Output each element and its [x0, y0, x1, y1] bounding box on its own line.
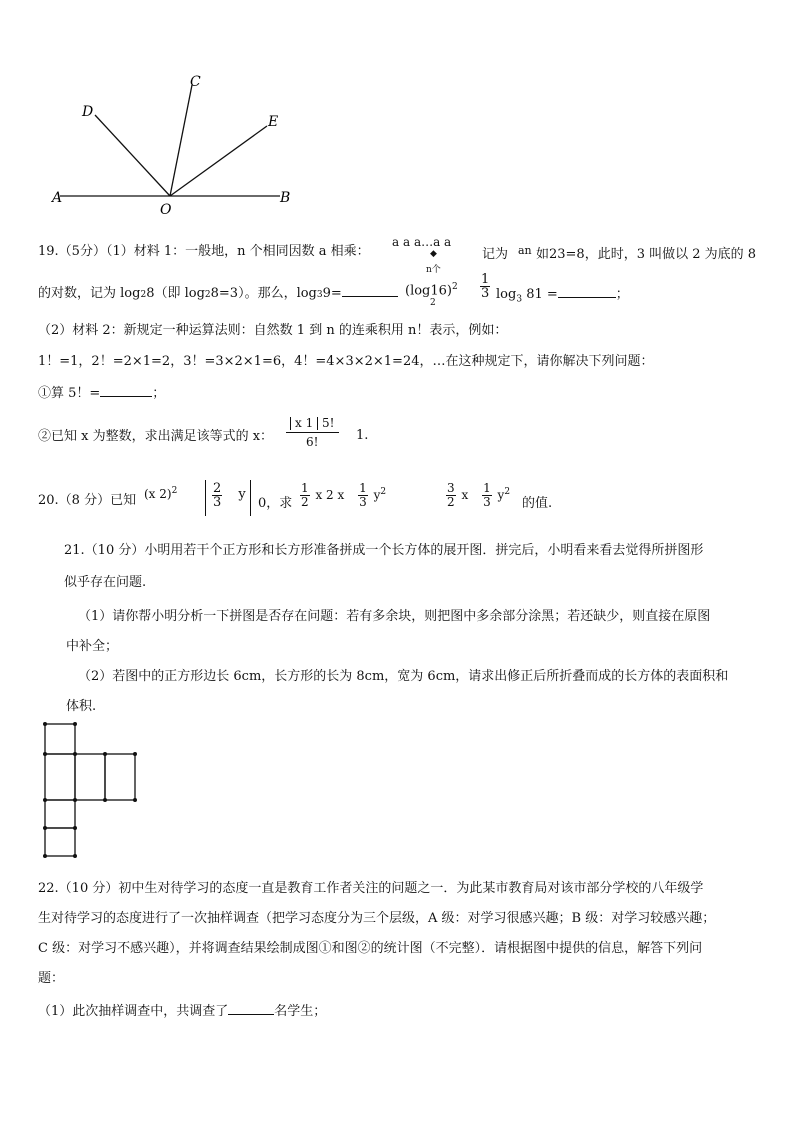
ray-oc	[170, 85, 192, 196]
q19-line2d: 9=	[322, 286, 342, 301]
answer-blank[interactable]	[342, 284, 398, 297]
log: log	[496, 287, 517, 302]
den: 2	[447, 495, 455, 509]
product-text: a a a…a a	[392, 235, 452, 249]
ray-od	[95, 115, 170, 196]
sub: 3	[516, 294, 523, 305]
log16: (log16)	[405, 283, 452, 299]
q20-line: 20.（8 分）已知	[38, 493, 137, 508]
q21-line2: 似乎存在问题.	[64, 575, 147, 590]
exp: 2	[171, 486, 178, 496]
label-d: D	[82, 104, 94, 120]
den: 3	[481, 286, 490, 301]
q21-p2b: 体积.	[66, 699, 97, 714]
q19-log16-base: 2	[430, 298, 436, 308]
exp: 2	[380, 487, 387, 497]
y: y	[373, 488, 381, 502]
answer-blank-2[interactable]	[558, 285, 616, 298]
num: 1	[481, 272, 490, 287]
label-b: B	[280, 190, 291, 206]
q20-expr2	[444, 482, 510, 509]
exp: 2	[452, 282, 458, 292]
q22-q1b: 名学生；	[274, 1004, 327, 1019]
paren: (x 2)	[144, 487, 172, 501]
sub: 2	[204, 290, 211, 300]
q19-line2b: 8（即 log	[146, 286, 205, 301]
q22-line2: 生对待学习的态度进行了一次抽样调查（把学习态度分为三个层级，A 级：对学习很感兴趣；B 级：对学习较感兴趣；	[38, 911, 716, 926]
q19-frac13	[478, 273, 492, 300]
answer-blank-3[interactable]	[100, 384, 152, 397]
q20-abs	[205, 480, 251, 516]
q19-material2: （2）材料 2：新规定一种运算法则：自然数 1 到 n 的连乘积用 n！表示，例如：	[38, 323, 508, 338]
brace-icon: ◆	[430, 249, 437, 259]
q19-line1	[38, 243, 370, 261]
q21-line1: 21.（10 分）小明用若干个正方形和长方形准备拼成一个长方体的展开图．拼完后，小明看来看去觉得所拼图形	[64, 543, 704, 558]
q19-line2c: 8=3）。那么，log	[210, 286, 317, 301]
q20-end: 的值.	[522, 496, 553, 511]
y: y	[238, 487, 246, 502]
answer-blank-4[interactable]	[228, 1002, 274, 1015]
den: 3	[213, 495, 222, 510]
den: 6!	[306, 435, 319, 449]
q21-p1a: （1）请你帮小明分析一下拼图是否存在问题：若有多余块，则把图中多余部分涂黑；若还缺少，则直接在原图	[78, 609, 711, 624]
label-o: O	[160, 202, 172, 218]
den: 3	[483, 495, 491, 509]
sub: 3	[316, 290, 323, 300]
q19-line2a: 的对数，记为 log	[38, 286, 141, 301]
q22-line1: 22.（10 分）初中生对待学习的态度一直是教育工作者关注的问题之一．为此某市教育局对该市部分学校的八年级学	[38, 881, 704, 896]
q22-q1a: （1）此次抽样调查中，共调查了	[38, 1004, 229, 1019]
q19-an: an	[518, 244, 532, 257]
q22-q1	[38, 1002, 326, 1021]
sub: 2	[140, 290, 147, 300]
num: 1	[301, 481, 309, 495]
q22-line3: C 级：对学习不感兴趣），并将调查结果绘制成图①和图②的统计图（不完整）．请根据图中提供的信息，解答下列问	[38, 941, 703, 956]
q1-label: ①算 5！=	[38, 386, 101, 401]
ray-oe	[170, 126, 267, 196]
q21-p2a: （2）若图中的正方形边长 6cm，长方形的长为 8cm，宽为 6cm，请求出修正后所折叠而成的长方体的表面积和	[78, 669, 729, 684]
q21-p1b: 中补全；	[66, 639, 119, 654]
n81: 81 =	[526, 287, 558, 302]
q22-line4: 题：	[38, 971, 65, 986]
label-e: E	[268, 114, 279, 130]
q19-noted-as: 记为	[482, 247, 509, 262]
q20-zero: 0，求	[258, 496, 293, 511]
y: y	[497, 488, 505, 502]
x: x	[461, 488, 469, 502]
q19-line2	[38, 284, 398, 304]
mid: x 2 x	[315, 488, 345, 502]
exp: 2	[504, 487, 511, 497]
num: 3	[447, 481, 455, 495]
label-a: A	[52, 190, 63, 206]
q19-nfactors: n个	[426, 265, 441, 275]
q20-p1	[144, 486, 177, 501]
q19-examples: 1！=1，2！=2×1=2，3！=3×2×1=6，4！=4×3×2×1=24，…在这种规定下，请你解决下列问题：	[38, 354, 654, 369]
num-tail: 5!	[322, 416, 335, 430]
q19-product	[392, 235, 451, 249]
abs-x1: x 1	[290, 417, 318, 430]
den: 3	[359, 495, 367, 509]
num: 2	[213, 481, 222, 496]
num: 1	[359, 481, 367, 495]
q19-q2: ②已知 x 为整数，求出满足该等式的 x：	[38, 429, 274, 444]
label-c: C	[190, 74, 201, 90]
end: ；	[615, 287, 629, 302]
q19-log81	[496, 283, 629, 305]
end: ；	[152, 386, 166, 401]
q19-intro: 19.（5分）（1）材料 1：一般地，n 个相同因数 a 相乘：	[38, 244, 370, 259]
num: 1	[483, 481, 491, 495]
angle-figure	[40, 60, 310, 220]
den: 2	[301, 495, 309, 509]
q19-q1	[38, 384, 165, 403]
q19-example: 如23=8，此时，3 叫做以 2 为底的 8	[536, 247, 757, 262]
q19-eq1: 1.	[356, 428, 369, 443]
q19-frac-expr	[284, 414, 341, 451]
q20-expr1	[298, 482, 386, 509]
q19-log16	[405, 282, 458, 298]
net-figure	[40, 718, 160, 858]
